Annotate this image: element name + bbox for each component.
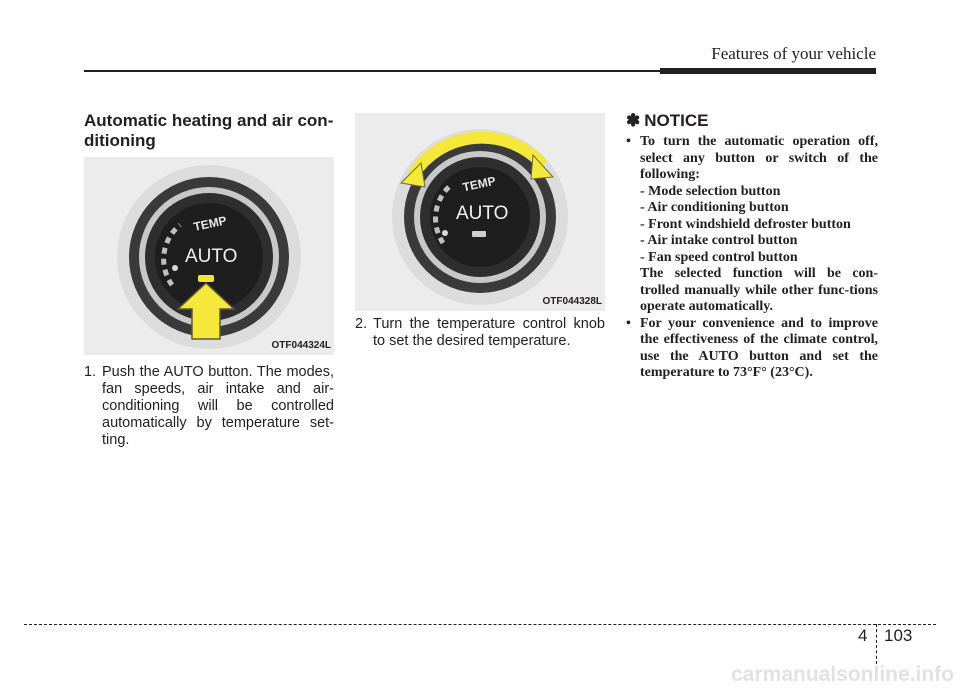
auto-knob-label: AUTO [456,203,509,224]
step-number: 1. [84,364,97,380]
figure-code: OTF044328L [542,296,602,307]
notice-bullet-after: The selected function will be con-trolled manually while other func-tions operate automatically. [640,266,878,314]
notice-sub-item: - Air intake control button [640,233,798,248]
auto-indicator-light [198,275,214,282]
figure-temp-knob [355,113,605,311]
notice-sub-item: - Mode selection button [640,183,781,199]
auto-knob-label: AUTO [185,246,238,267]
notice-mark-icon: ✽ [626,111,641,130]
figure-auto-button [84,157,334,355]
notice-sub-item: - Air conditioning button [640,200,789,215]
notice-title [626,111,708,131]
notice-bullet [626,134,878,316]
bullet-icon: • [626,315,631,331]
header-rule-accent [660,68,876,74]
notice-bullet-text: To turn the automatic operation off, select any button or switch of the following: [640,134,878,182]
notice-sub-item: - Front windshield defroster button [640,216,851,232]
step-text: Push the AUTO button. The modes, fan speeds, air intake and air-conditioning will be controlled automatically by temperature set-ting. [102,364,334,448]
temp-ring-label: TEMP [461,173,497,195]
step-number: 2. [355,316,368,332]
notice-title-text: NOTICE [644,111,709,130]
notice-bullet-text: For your convenience and to improve the effectiveness of the climate control, use the AUTO button and set the temperature to 73°F° (23°C). [640,315,878,380]
notice-sub-item: - Fan speed control button [640,249,798,265]
step-text: Turn the temperature control knob to set the desired temperature. [373,316,605,349]
chapter-number: 4 [858,626,868,645]
header-rule [84,70,660,72]
page-header-title: Features of your vehicle [711,44,876,63]
step-2 [355,316,605,350]
step-1 [84,364,334,449]
auto-knob-illustration [84,157,334,355]
watermark: carmanualsonline.info [731,663,954,686]
section-heading: Automatic heating and air con-ditioning [84,111,334,150]
page-number: 103 [884,626,913,645]
figure-code: OTF044324L [271,340,331,351]
temp-knob-illustration [355,113,605,311]
footer-divider [876,624,877,664]
temp-ring-label: TEMP [192,213,228,234]
footer-rule [24,624,936,625]
notice-bullet [626,316,878,382]
bullet-icon: • [626,134,631,149]
notice-list [626,134,878,382]
